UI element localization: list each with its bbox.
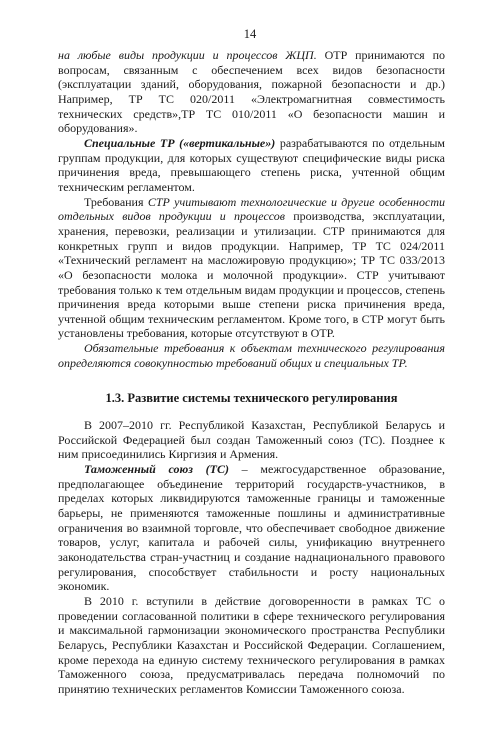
paragraph-general-tr bbox=[58, 48, 445, 136]
paragraph-lead: Требования bbox=[84, 194, 148, 209]
page-number: 14 bbox=[243, 27, 257, 41]
paragraph-str-requirements bbox=[58, 195, 445, 342]
term-customs-union: Таможенный союз (ТС) bbox=[84, 462, 229, 477]
paragraph-customs-union-definition bbox=[58, 462, 445, 594]
page-body bbox=[58, 48, 445, 697]
paragraph-italic: СТР учитывают технологические и другие особенности отдельных видов продукции и процессов bbox=[58, 194, 445, 224]
section-heading: 1.3. Развитие системы технического регулирования bbox=[105, 391, 398, 406]
paragraph-mandatory-requirements bbox=[58, 341, 445, 370]
paragraph-text: производства, эксплуатации, хранения, перевозки, реализации и утилизации. СТР принимаются для конкретных групп и видов продукции. Например, ТР ТС 024/2011 «Технический регламент на масложировую продукцию»; ТР ТС 033/2013 «О безопасности молока и молочной продукции». СТР учитывают требования только к тем отдельным видам продукции и процессов, степень причинения вреда которыми выше степени риска причинения вреда, учтенной общим техническим регламентом. Кроме того, в СТР могут быть установлены требования, которые отсутствуют в ОТР. bbox=[58, 209, 445, 341]
paragraph-text: – межгосударственное образование, предполагающее объединение территорий государств-участников, в пределах которых ликвидируются таможенные границы и таможенные барьеры, не применяются таможенные пошлины и административные ограничения во взаимной торговле, что обеспечивает свободное движение товаров, услуг, капитала и рабочей силы, унификацию внутреннего законодательства стран-участниц и создание наднационального правового регулирования, способствует стабильности и росту национальных экономик. bbox=[58, 462, 446, 594]
paragraph-text: разрабатываются по отдельным группам продукции, для которых существуют специфические виды риска причинения вреда, превышающего степень риска, учтенной общим техническим регламентом. bbox=[58, 135, 445, 194]
paragraph-text: В 2010 г. вступили в действие договоренности в рамках ТС о проведении согласованной политики в сфере технического регулирования и максимальной гармонизации экономического пространства Республики Беларусь, Республики Казахстан и Российской Федерации. Соглашением, кроме перехода на единую систему технического регулирования в рамках Таможенного союза, предусматривалась передача полномочий по принятию технических регламентов Комиссии Таможенного союза. bbox=[58, 593, 445, 696]
paragraph-special-tr bbox=[58, 136, 445, 195]
paragraph-agreements-2010 bbox=[58, 594, 445, 697]
paragraph-italic: Обязательные требования к объектам технического регулирования определяются совокупностью требований общих и специальных ТР. bbox=[58, 341, 445, 370]
term-special-tr: Специальные ТР («вертикальные») bbox=[84, 135, 276, 150]
paragraph-text: В 2007–2010 гг. Республикой Казахстан, Республикой Беларусь и Российской Федерацией был создан Таможенный союз (ТС). Позднее к ним присоединились Киргизия и Армения. bbox=[58, 418, 445, 462]
paragraph-lead-italic: на любые виды продукции и процессов ЖЦП. bbox=[58, 48, 317, 62]
paragraph-customs-union-history bbox=[58, 418, 445, 462]
paragraph-text: ОТР принимаются по вопросам, связанным с обеспечением всех видов безопасности (эксплуатации зданий, оборудования, пожарной безопасности и др.) Например, ТР ТС 020/2011 «Электромагнитная совместимость технических средств»,ТР ТС 010/2011 «О безопасности машин и оборудования». bbox=[58, 48, 445, 136]
